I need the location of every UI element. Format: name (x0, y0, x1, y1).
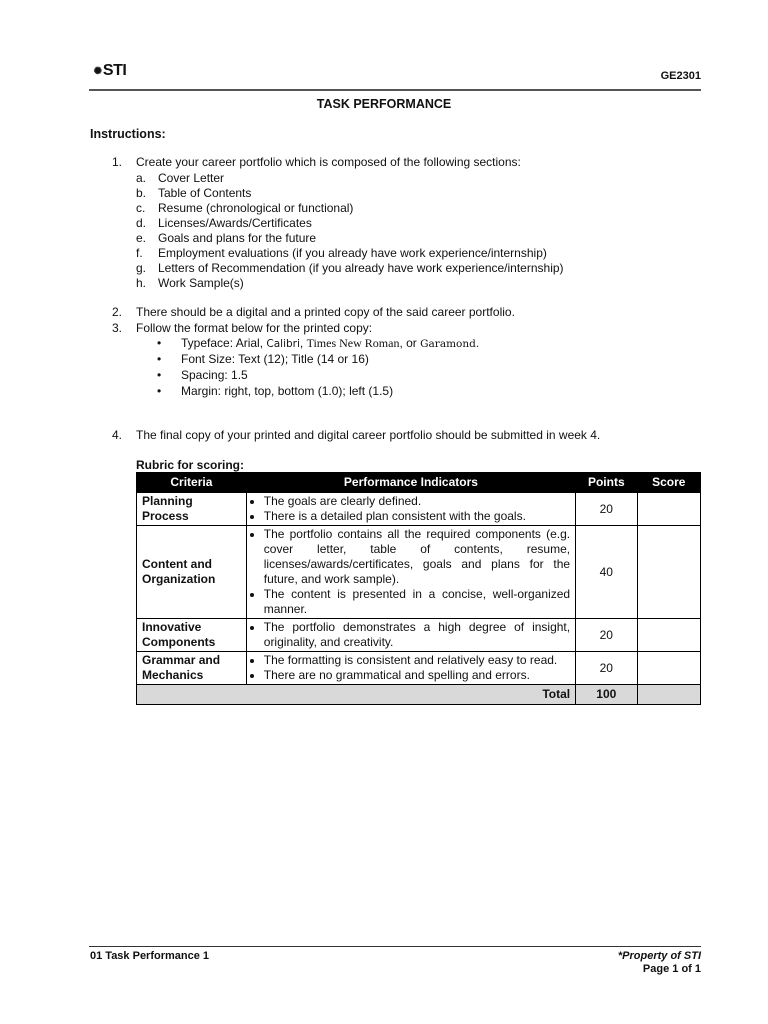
score-cell[interactable] (637, 619, 700, 652)
table-row (137, 619, 701, 652)
format-margin: Margin: right, top, bottom (1.0); left (1.5) (181, 384, 394, 398)
section-text: Table of Contents (158, 186, 252, 200)
indicator-item: • The formatting is consistent and relatively easy to read. (264, 653, 570, 668)
item-text: There should be a digital and a printed copy of the said career portfolio. (136, 305, 515, 319)
sti-logo-mark-icon: ✺ (92, 64, 104, 78)
header-points: Points (576, 473, 637, 493)
table-row (137, 652, 701, 685)
indicator-item: • The portfolio contains all the required components (e.g. cover letter, table of contents, resume, licenses/awards/certificates, goals and plans for the future, and work sample). (264, 527, 570, 587)
footer-document-name: 01 Task Performance 1 (90, 950, 210, 962)
rubric-header-row (137, 473, 701, 493)
item-number: 3. (112, 321, 123, 335)
section-text: Cover Letter (158, 171, 225, 185)
points-cell: 40 (576, 526, 637, 619)
item-number: 1. (112, 155, 123, 169)
header-indicators: Performance Indicators (246, 473, 575, 493)
indicators-cell (246, 652, 575, 685)
section-text: Letters of Recommendation (if you already have work experience/internship) (158, 261, 564, 275)
header-rule (89, 89, 701, 91)
section-letter: a. (136, 171, 147, 185)
criteria-cell: Grammar and Mechanics (137, 652, 247, 685)
item-text: Create your career portfolio which is composed of the following sections: (136, 155, 521, 169)
table-row (137, 526, 701, 619)
footer-page-number: Page 1 of 1 (642, 963, 701, 975)
sti-logo (94, 62, 126, 80)
section-letter: e. (136, 231, 147, 245)
section-text: Resume (chronological or functional) (158, 201, 354, 215)
rubric-table (136, 472, 701, 705)
item-number: 2. (112, 305, 123, 319)
criteria-cell: Planning Process (137, 493, 247, 526)
section-letter: c. (136, 201, 146, 215)
header-criteria: Criteria (137, 473, 247, 493)
footer-property: *Property of STI (617, 950, 701, 962)
criteria-cell: Content and Organization (137, 526, 247, 619)
indicator-item: • The content is presented in a concise, well-organized manner. (264, 587, 570, 617)
footer-rule (89, 946, 701, 947)
indicator-item: • The portfolio demonstrates a high degree of insight, originality, and creativity. (264, 620, 570, 650)
criteria-cell: Innovative Components (137, 619, 247, 652)
header-score: Score (637, 473, 700, 493)
indicator-item: • There is a detailed plan consistent with the goals. (264, 509, 570, 524)
bullet-icon: • (157, 368, 162, 382)
table-row (137, 493, 701, 526)
section-letter: h. (136, 276, 147, 290)
indicators-cell (246, 619, 575, 652)
points-cell: 20 (576, 652, 637, 685)
bullet-icon: • (157, 384, 162, 398)
score-cell[interactable] (637, 526, 700, 619)
indicators-cell (246, 493, 575, 526)
section-text: Licenses/Awards/Certificates (158, 216, 312, 230)
item-number: 4. (112, 428, 123, 442)
item-text: The final copy of your printed and digital career portfolio should be submitted in week 4. (136, 428, 601, 442)
total-score-cell[interactable] (637, 685, 700, 705)
score-cell[interactable] (637, 493, 700, 526)
section-letter: f. (136, 246, 143, 260)
section-text: Work Sample(s) (158, 276, 244, 290)
section-letter: d. (136, 216, 147, 230)
item-text: Follow the format below for the printed copy: (136, 321, 373, 335)
points-cell: 20 (576, 619, 637, 652)
format-spacing: Spacing: 1.5 (181, 368, 248, 382)
instructions-heading: Instructions: (90, 127, 166, 141)
points-cell: 20 (576, 493, 637, 526)
bullet-icon: • (157, 336, 162, 350)
document-title: TASK PERFORMANCE (316, 97, 452, 111)
format-typeface: Typeface: Arial, Calibri, Times New Roman, or Garamond. (181, 336, 480, 350)
bullet-icon: • (157, 352, 162, 366)
total-points: 100 (576, 685, 637, 705)
section-letter: b. (136, 186, 147, 200)
indicators-cell (246, 526, 575, 619)
total-label: Total (137, 685, 576, 705)
indicator-item: • There are no grammatical and spelling and errors. (264, 668, 570, 683)
score-cell[interactable] (637, 652, 700, 685)
course-code: GE2301 (660, 70, 701, 82)
indicator-item: • The goals are clearly defined. (264, 494, 570, 509)
total-row (137, 685, 701, 705)
format-font-size: Font Size: Text (12); Title (14 or 16) (181, 352, 369, 366)
rubric-title: Rubric for scoring: (136, 458, 245, 472)
section-text: Employment evaluations (if you already have work experience/internship) (158, 246, 547, 260)
section-text: Goals and plans for the future (158, 231, 317, 245)
sti-logo-text: STI (102, 62, 127, 79)
section-letter: g. (136, 261, 147, 275)
